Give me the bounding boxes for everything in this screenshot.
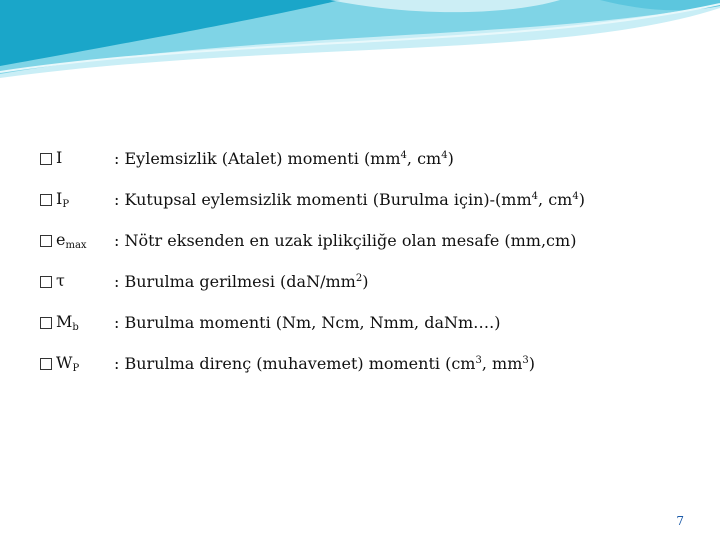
definition-list (40, 138, 585, 384)
bullet-icon (40, 317, 52, 329)
list-item (40, 302, 501, 343)
list-item (40, 343, 535, 384)
bullet-icon (40, 358, 52, 370)
bullet-icon (40, 235, 52, 247)
bullet-icon (40, 194, 52, 206)
list-item (40, 220, 577, 261)
symbol: $I_P$ (56, 189, 70, 210)
list-item (40, 138, 454, 179)
symbol: $M_b$ (56, 312, 79, 333)
page-number: 7 (676, 514, 684, 528)
symbol: I (56, 148, 63, 167)
description: : Burulma direnç (muhavemet) momenti ($cm^3$, $mm^3$) (114, 354, 535, 373)
symbol: τ (56, 271, 65, 290)
list-item (40, 261, 369, 302)
bullet-icon (40, 276, 52, 288)
list-item (40, 179, 585, 220)
description: : Kutupsal eylemsizlik momenti (Burulma $için)-(mm^4$, $cm^4$) (114, 190, 585, 209)
description: : Nötr eksenden en uzak iplikçiliğe olan mesafe (mm,cm) (114, 231, 577, 250)
symbol: $e_{max}$ (56, 230, 87, 251)
symbol: $W_P$ (56, 353, 80, 374)
header-wave-decoration (0, 0, 720, 80)
description: : Eylemsizlik (Atalet) momenti ($mm^4$, $cm^4$) (114, 149, 454, 168)
bullet-icon (40, 153, 52, 165)
description: : Burulma momenti (Nm, Ncm, Nmm, daNm….) (114, 313, 501, 332)
description: : Burulma gerilmesi $(daN/mm^2)$ (114, 272, 369, 291)
